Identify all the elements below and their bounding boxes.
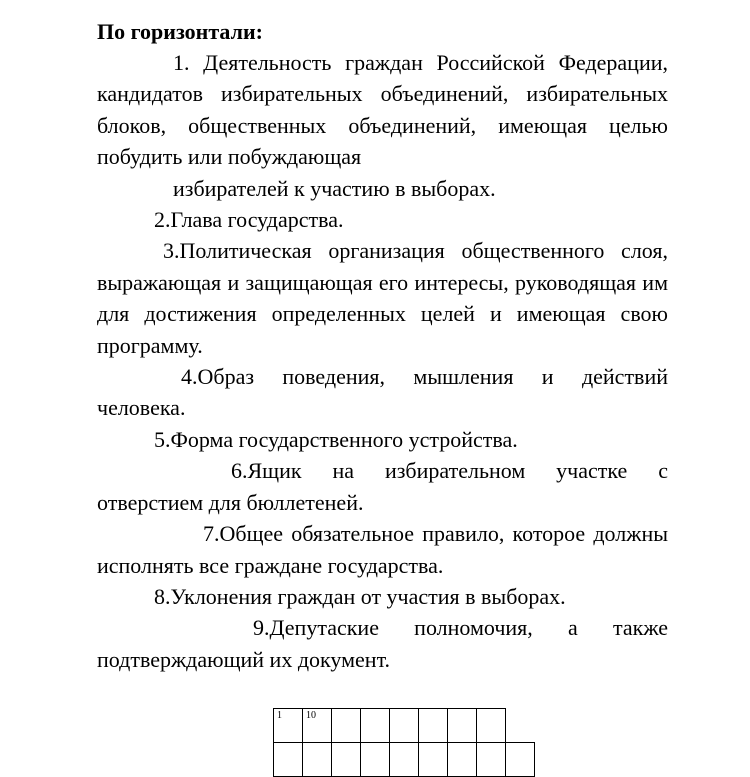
clue-3-text: Политическая организация общественного слоя, выражающая и защищающая его интересы, руководящая им для достижения определенных целей и имеющая свою программу. xyxy=(97,238,668,358)
clue-9-number: 9. xyxy=(253,615,270,641)
grid-cell[interactable] xyxy=(390,743,419,777)
grid-cell[interactable] xyxy=(477,709,506,743)
clue-7-number: 7. xyxy=(203,521,220,547)
grid-row xyxy=(274,743,535,777)
clue-6-number: 6. xyxy=(231,458,248,484)
cell-number-1: 1 xyxy=(277,710,282,721)
clue-8-text: Уклонения граждан от участия в выборах. xyxy=(170,583,566,609)
clue-1-number: 1. xyxy=(173,50,190,75)
crossword-grid xyxy=(273,708,535,777)
clue-1 xyxy=(97,47,668,204)
grid-cell[interactable] xyxy=(274,709,303,743)
grid-cell[interactable] xyxy=(419,743,448,777)
grid-cell[interactable] xyxy=(303,709,332,743)
clue-5-text: Форма государственного устройства. xyxy=(170,426,518,452)
clue-5 xyxy=(97,424,668,455)
clue-7 xyxy=(97,518,668,581)
grid-cell[interactable] xyxy=(448,743,477,777)
grid-cell[interactable] xyxy=(477,743,506,777)
clue-2-text: Глава государства. xyxy=(170,207,344,233)
clue-9 xyxy=(97,612,668,675)
clue-3 xyxy=(97,235,668,361)
grid-cell[interactable] xyxy=(303,743,332,777)
clue-2-number: 2. xyxy=(154,207,171,233)
grid-cell[interactable] xyxy=(361,743,390,777)
clue-8-number: 8. xyxy=(154,583,171,609)
grid-row xyxy=(274,709,535,743)
clue-6-text: Ящик на избирательном участке с отверстием для бюллетеней. xyxy=(97,458,668,515)
clue-3-number: 3. xyxy=(163,238,180,264)
clue-9-text: Депутаские полномочия, а также подтверждающий их документ. xyxy=(97,615,668,672)
grid-cell[interactable] xyxy=(332,709,361,743)
grid-cell[interactable] xyxy=(332,743,361,777)
heading-horizontal: По горизонтали: xyxy=(97,19,263,44)
clue-5-number: 5. xyxy=(154,426,171,452)
cell-number-10: 10 xyxy=(306,710,316,721)
clue-6 xyxy=(97,455,668,518)
grid-cell[interactable] xyxy=(361,709,390,743)
clue-4-number: 4. xyxy=(181,364,198,390)
clue-1-text-a: Деятельность граждан Российской Федерации, кандидатов избирательных объединений, избирательных блоков, общественных объединений, имеющая целью побудить или побуждающая xyxy=(97,50,668,170)
grid-cell[interactable] xyxy=(390,709,419,743)
clue-4 xyxy=(97,361,668,424)
grid-cell[interactable] xyxy=(274,743,303,777)
grid-cell[interactable] xyxy=(419,709,448,743)
clue-8 xyxy=(97,581,668,612)
crossword-clues xyxy=(97,16,668,675)
clue-2 xyxy=(97,204,668,235)
grid-cell[interactable] xyxy=(448,709,477,743)
clue-1-text-b: избирателей к участию в выборах. xyxy=(173,175,496,201)
clue-4-text: Образ поведения, мышления и действий человека. xyxy=(97,364,668,421)
grid-cell[interactable] xyxy=(506,743,535,777)
clue-7-text: Общее обязательное правило, которое должны исполнять все граждане государства. xyxy=(97,521,668,578)
grid-cell-empty xyxy=(506,709,535,743)
